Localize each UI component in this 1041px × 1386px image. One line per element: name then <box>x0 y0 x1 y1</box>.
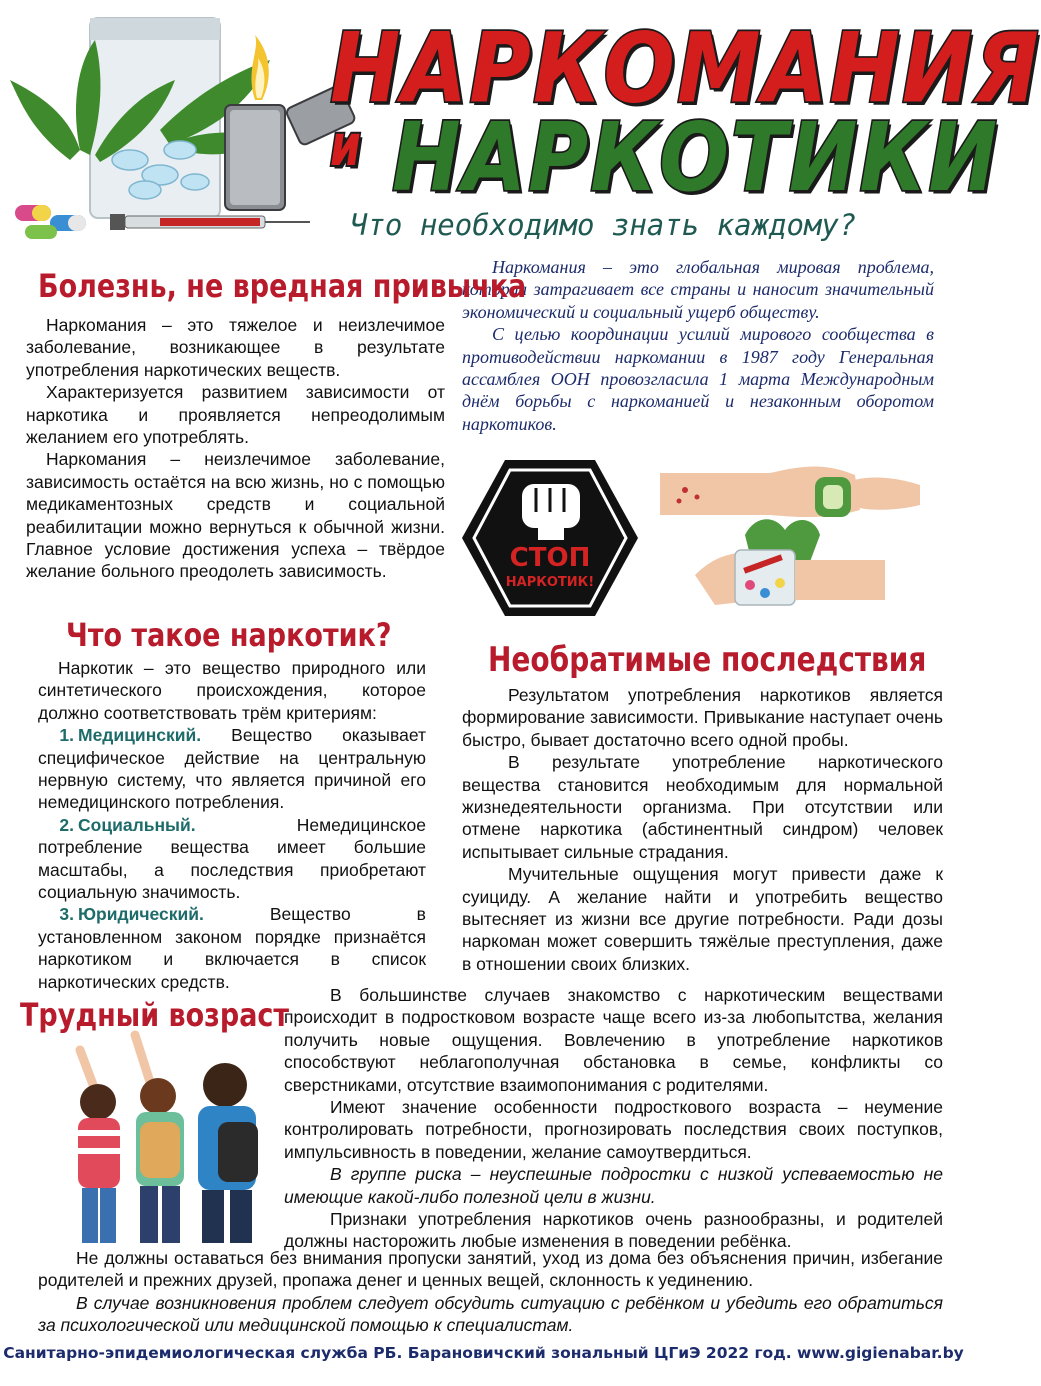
teen-middle-icon <box>135 1035 184 1243</box>
age-paragraph-2: Имеют значение особенности подросткового возраста – неумение контролировать потребности, прогнозировать последствия своих поступков, импульсивность в поведении, желание самоутвердиться. <box>284 1097 943 1162</box>
criterion-2-number: 2. <box>59 814 74 835</box>
criterion-3-number: 3. <box>59 904 74 925</box>
criterion-2 <box>38 814 426 904</box>
disease-paragraph-2: Характеризуется развитием зависимости от наркотика и проявляется непреодолимым желанием его употреблять. <box>26 382 445 448</box>
criterion-1-name: Медицинский. <box>78 725 202 746</box>
disease-paragraph-3: Наркомания – неизлечимое заболевание, зависимость остаётся на всю жизнь, но с помощью медикаментозных средств и социальной реабилитации можно вернуться к обычной жизни. Главное условие достижения успеха – твёрдое желание больного преодолеть зависимость. <box>26 449 445 582</box>
subtitle: Что необходимо знать каждому? <box>350 208 857 242</box>
intro-paragraph-1: Наркомания – это глобальная мировая проблема, которая затрагивает все страны и наносит значительный экономический и социальный ущерб обществу. <box>462 257 934 322</box>
stop-text-1: СТОП <box>509 543 591 573</box>
criterion-1 <box>38 724 426 814</box>
age-paragraph-3: В группе риска – неуспешные подростки с низкой успеваемостью не имеющие какой-либо полезной цели в жизни. <box>284 1164 943 1207</box>
criterion-1-text: Вещество оказывает специфическое действие на центральную нервную систему, что является причиной его немедицинского потребления. <box>38 725 426 813</box>
criterion-3 <box>38 903 426 993</box>
drugs-illustration <box>10 10 330 250</box>
stop-text-2: НАРКОТИК! <box>505 575 595 590</box>
disease-block <box>26 314 445 583</box>
hand-with-money-icon <box>660 467 920 518</box>
capsules-icon <box>15 205 86 239</box>
consequences-paragraph-2: В результате употребление наркотического вещества становится необходимым для нормальной жизнедеятельности организма. При отсутствии или отмене наркотика (абстинентный синдром) человек испытывает сильные страдания. <box>462 752 943 862</box>
criterion-2-name: Социальный. <box>78 814 196 835</box>
consequences-paragraph-3: Мучительные ощущения могут привести даже к суициду. А желание найти и употребить вещество вытесняет из жизни все другие потребности. Ради дозы наркоман может совершить тяжёлые преступления, даже в отношении своих близких. <box>462 864 943 974</box>
hand-with-drugs-icon <box>695 519 885 605</box>
heading-what-is-drug: Что такое наркотик? <box>66 617 392 655</box>
consequences-paragraph-1: Результатом употребления наркотиков является формирование зависимости. Привыкание наступает очень быстро, бывает достаточно всего одной пробы. <box>462 685 943 750</box>
age-paragraph-4: Признаки употребления наркотиков очень разнообразны, и родителей должны насторожить любые изменения в поведении ребёнка. <box>284 1209 943 1252</box>
heading-difficult-age: Трудный возраст <box>20 997 290 1035</box>
title-line-1: НАРКОМАНИЯ <box>330 11 1041 125</box>
intro-paragraph-2: С целью координации усилий мирового сообщества в противодействии наркомании в 1987 году Генеральная ассамблея ООН провозгласила 1 марта Международным днём борьбы с наркоманией и незаконным оборотом наркотиков. <box>462 324 934 434</box>
disease-paragraph-1: Наркомания – это тяжелое и неизлечимое заболевание, возникающее в результате употребления наркотических веществ. <box>26 315 445 380</box>
teenagers-illustration <box>40 1030 280 1245</box>
criterion-1-number: 1. <box>59 725 74 746</box>
heading-disease: Болезнь, не вредная привычка <box>38 268 527 306</box>
title-conjunction: и <box>330 112 363 180</box>
stop-sign <box>460 458 640 618</box>
criterion-2-text: Немедицинское потребление вещества имеет большие масштабы, а последствия приобретают социальную значимость. <box>38 814 426 903</box>
difficult-age-block-bottom <box>38 1247 943 1337</box>
heading-consequences: Необратимые последствия <box>488 640 927 680</box>
backpack-icon <box>140 1122 180 1178</box>
hands-illustration <box>655 455 945 630</box>
criterion-3-text: Вещество в установленном законом порядке признаётся наркотиком и включается в список наркотических средств. <box>38 904 426 992</box>
black-backpack-icon <box>218 1122 258 1182</box>
age-paragraph-6: В случае возникновения проблем следует обсудить ситуацию с ребёнком и убедить его обратиться за психологической или медицинской помощью к специалистам. <box>38 1292 943 1336</box>
age-paragraph-5: Не должны оставаться без внимания пропуски занятий, уход из дома без объяснения причин, избегание родителей и прежних друзей, пропажа денег и ценных вещей, склонность к уединению. <box>38 1248 943 1291</box>
teen-girl-icon <box>78 1050 120 1243</box>
age-paragraph-1: В большинстве случаев знакомство с наркотическим веществами происходит в подростковом возрасте чаще всего из-за любопытства, желания получить новые ощущения. Вовлечению в употребление наркотиков способствуют неблагополучная обстановка в семье, конфликты со сверстниками, отсутствие взаимопонимания с родителями. <box>284 985 943 1095</box>
consequences-block <box>462 684 943 975</box>
title-line-2: НАРКОТИКИ <box>392 103 1000 214</box>
difficult-age-block <box>284 984 943 1253</box>
criterion-3-name: Юридический. <box>78 904 204 925</box>
what-is-drug-intro: Наркотик – это вещество природного или синтетического происхождения, которое должно соответствовать трём критериям: <box>38 658 426 723</box>
intro-block <box>462 256 934 435</box>
footer-credit: Санитарно-эпидемиологическая служба РБ. Барановичский зональный ЦГиЭ 2022 год. www.gigienabar.by <box>3 1344 964 1362</box>
what-is-drug-block <box>38 657 426 993</box>
teen-boy-icon <box>198 1063 258 1243</box>
syringe-icon <box>110 214 310 230</box>
bag-seal <box>90 18 220 40</box>
